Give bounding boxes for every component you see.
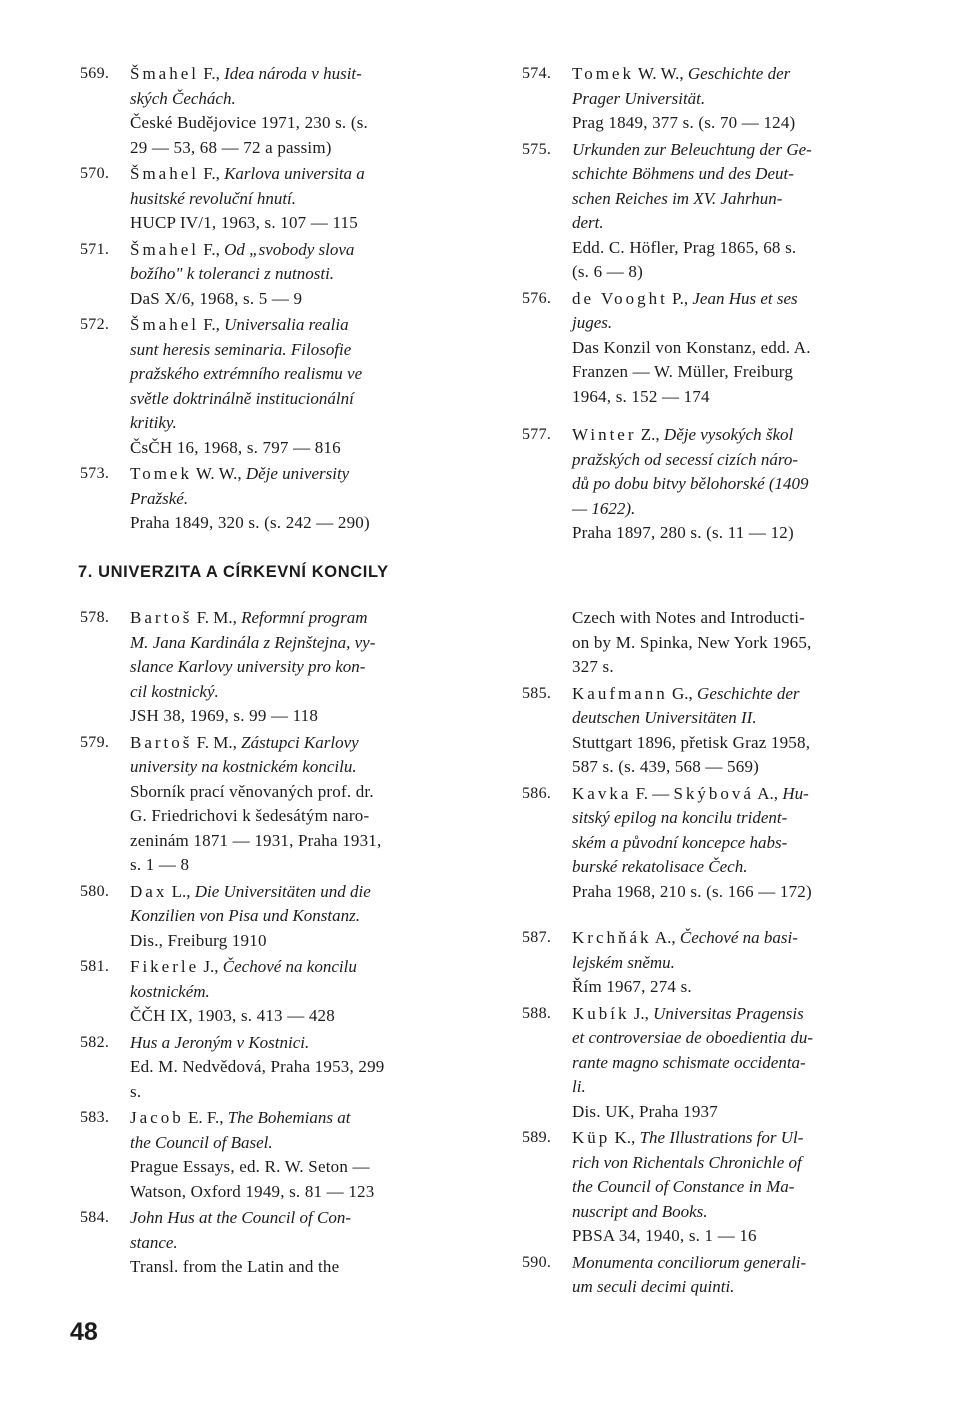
entry-publication: Das Konzil von Konstanz, edd. A. <box>572 337 811 357</box>
bibliography-entry <box>522 1126 894 1249</box>
entry-title: ských Čechách. <box>130 88 236 108</box>
bibliography-entry <box>80 880 460 954</box>
entry-author: Bartoš <box>130 608 193 627</box>
entry-initials: F. — <box>631 783 674 803</box>
entry-title: kritiky. <box>130 413 177 432</box>
entry-author: Šmahel <box>130 64 199 83</box>
entry-title: božího" k toleranci z nutnosti. <box>130 264 335 283</box>
bibliography-entry <box>80 606 460 729</box>
entry-title: Hu- <box>782 783 809 803</box>
entry-title: et controversiae de oboedientia du- <box>572 1028 814 1047</box>
bibliography-entry <box>522 782 894 905</box>
entry-line <box>130 731 460 756</box>
entry-publication: HUCP IV/1, 1963, s. 107 — 115 <box>130 213 358 232</box>
entry-number: 579. <box>80 733 110 751</box>
entry-title: lejském sněmu. <box>572 952 675 972</box>
entry-publication: Prague Essays, ed. R. W. Seton — <box>130 1157 370 1176</box>
entry-publication: s. 1 — 8 <box>130 855 190 874</box>
entry-title: Děje vysokých škol <box>663 425 794 444</box>
entry-title: Urkunden zur Beleuchtung der Ge- <box>572 139 812 159</box>
entry-author: Krchňák <box>572 928 652 947</box>
bibliography-entry <box>522 287 894 410</box>
bibliography-entry <box>80 731 460 878</box>
right-column-top <box>522 62 894 548</box>
entry-title: sunt heresis seminaria. Filosofie <box>130 339 352 359</box>
entry-number: 577. <box>522 426 552 443</box>
entry-number: 588. <box>522 1004 552 1022</box>
entry-author: Kaufmann <box>572 683 668 703</box>
bibliography-entry <box>80 313 460 460</box>
entry-number: 589. <box>522 1129 552 1146</box>
entry-title: rante magno schismate occidenta- <box>572 1052 806 1072</box>
entry-initials: K., <box>610 1128 640 1147</box>
entry-initials: F., <box>199 239 225 259</box>
entry-title: Reformní program <box>241 608 368 627</box>
entry-number: 585. <box>522 684 552 702</box>
bibliography-entry <box>80 462 460 536</box>
entry-title: Universitas Pragensis <box>653 1003 804 1023</box>
entry-line <box>572 423 894 448</box>
left-column-bottom <box>80 606 460 1282</box>
entry-title: slance Karlovy university pro kon- <box>130 657 366 676</box>
entry-title: Idea národa v husit- <box>224 64 362 83</box>
entry-number: 569. <box>80 65 110 82</box>
entry-number: 580. <box>80 882 110 900</box>
entry-author: Dax <box>130 881 168 901</box>
entry-title: cil kostnický. <box>130 681 219 701</box>
entry-author: Tomek <box>572 64 634 83</box>
entry-publication: Praha 1897, 280 s. (s. 11 — 12) <box>572 523 794 542</box>
entry-title: kostnickém. <box>130 981 210 1001</box>
entry-title: juges. <box>572 313 613 332</box>
entry-title: deutschen Universitäten II. <box>572 708 757 727</box>
entry-publication: 1964, s. 152 — 174 <box>572 386 710 406</box>
entry-title: Od „svobody slova <box>224 239 355 259</box>
entry-title: Hus a Jeroným v Kostnici. <box>130 1032 310 1052</box>
entry-publication: České Budějovice 1971, 230 s. (s. <box>130 113 368 132</box>
entry-title: stance. <box>130 1232 178 1252</box>
entry-initials: F. M., <box>192 608 242 627</box>
bibliography-entry <box>80 1031 460 1105</box>
entry-line <box>130 955 460 980</box>
entry-publication: 587 s. (s. 439, 568 — 569) <box>572 757 760 776</box>
entry-initials: W. W., <box>191 464 246 483</box>
entry-publication: Prag 1849, 377 s. (s. 70 — 124) <box>572 113 796 132</box>
entry-publication: ČČH IX, 1903, s. 413 — 428 <box>130 1006 335 1025</box>
entry-line <box>130 313 460 338</box>
bibliography-entry <box>522 1002 894 1125</box>
entry-title: Die Universitäten und die <box>194 881 371 901</box>
bibliography-entry <box>80 1106 460 1204</box>
entry-initials: A., <box>753 783 783 803</box>
entry-title: the Council of Constance in Ma- <box>572 1177 795 1196</box>
entry-publication: Sborník prací věnovaných prof. dr. <box>130 781 374 801</box>
entry-title: Zástupci Karlovy <box>241 732 359 752</box>
entry-number: 582. <box>80 1033 110 1051</box>
entry-author: Šmahel <box>130 315 199 334</box>
entry-title: M. Jana Kardinála z Rejnštejna, vy- <box>130 632 376 652</box>
entry-initials: A., <box>651 928 680 947</box>
entry-title: Čechové na koncilu <box>222 957 357 976</box>
entry-author: Kubík <box>572 1003 630 1023</box>
entry-initials: F., <box>199 164 225 183</box>
entry-number: 574. <box>522 65 552 82</box>
entry-initials: Z., <box>636 425 664 444</box>
entry-title: the Council of Basel. <box>130 1132 273 1152</box>
entry-author: Tomek <box>130 464 192 483</box>
entry-title: světle doktrinálně institucionální <box>130 388 354 408</box>
entry-title: burské rekatolisace Čech. <box>572 857 748 876</box>
entry-title: Karlova universita a <box>224 164 365 183</box>
entry-title: Monumenta conciliorum generali- <box>572 1252 807 1272</box>
entry-publication: G. Friedrichovi k šedesátým naro- <box>130 806 370 825</box>
entry-author: Skýbová <box>673 783 754 803</box>
entry-publication: Ed. M. Nedvědová, Praha 1953, 299 <box>130 1057 385 1076</box>
entry-author: Fikerle <box>130 957 200 976</box>
entry-line <box>130 462 460 487</box>
entry-publication: (s. 6 — 8) <box>572 262 643 281</box>
entry-line <box>572 1126 894 1151</box>
entry-author: Šmahel <box>130 239 199 259</box>
entry-author: de Vooght <box>572 288 668 308</box>
left-column-top <box>80 62 460 538</box>
entry-author: Winter <box>572 425 637 444</box>
entry-publication: PBSA 34, 1940, s. 1 — 16 <box>572 1226 757 1245</box>
entry-publication: Watson, Oxford 1949, s. 81 — 123 <box>130 1181 375 1201</box>
entry-publication: Czech with Notes and Introducti- <box>572 608 806 627</box>
right-column-bottom <box>522 606 894 1302</box>
entry-number: 571. <box>80 240 110 258</box>
entry-title: dert. <box>572 213 604 232</box>
entry-publication: s. <box>130 1081 142 1101</box>
entry-publication: DaS X/6, 1968, s. 5 — 9 <box>130 288 303 308</box>
entry-initials: G., <box>667 683 698 703</box>
entry-line <box>130 606 460 631</box>
bibliography-entry <box>522 423 894 546</box>
entry-title: um seculi decimi quinti. <box>572 1277 735 1296</box>
entry-number: 581. <box>80 958 110 975</box>
entry-title: pražských od secessí cizích náro- <box>572 449 798 469</box>
entry-line <box>572 782 894 807</box>
bibliography-entry <box>522 138 894 285</box>
entry-number: 584. <box>80 1209 110 1226</box>
entry-line <box>130 238 460 263</box>
bibliography-entry <box>80 238 460 312</box>
entry-author: Bartoš <box>130 732 193 752</box>
entry-number: 575. <box>522 140 552 158</box>
entry-title: nuscript and Books. <box>572 1201 708 1221</box>
entry-title: Děje university <box>245 464 350 483</box>
entry-number: 576. <box>522 289 552 307</box>
entry-publication: zeninám 1871 — 1931, Praha 1931, <box>130 830 382 850</box>
entry-publication: on by M. Spinka, New York 1965, <box>572 632 812 652</box>
entry-publication: Praha 1968, 210 s. (s. 166 — 172) <box>572 881 812 901</box>
entry-number: 578. <box>80 609 110 626</box>
entry-line <box>572 682 894 707</box>
entry-number: 586. <box>522 784 552 802</box>
entry-publication: Franzen — W. Müller, Freiburg <box>572 362 794 381</box>
entry-title: Geschichte der <box>687 64 791 83</box>
entry-title: Geschichte der <box>697 683 800 703</box>
entry-initials: F., <box>199 315 225 334</box>
entry-publication: Stuttgart 1896, přetisk Graz 1958, <box>572 732 811 752</box>
entry-title: The Bohemians at <box>227 1108 351 1127</box>
entry-publication: JSH 38, 1969, s. 99 — 118 <box>130 706 319 725</box>
entry-line <box>130 1106 460 1131</box>
entry-initials: J., <box>629 1003 654 1023</box>
entry-author: Šmahel <box>130 164 199 183</box>
entry-title: schen Reiches im XV. Jahrhun- <box>572 188 783 208</box>
entry-initials: P., <box>667 288 693 308</box>
entry-publication: 327 s. <box>572 657 614 676</box>
entry-number: 587. <box>522 929 552 946</box>
bibliography-entry <box>80 62 460 160</box>
bibliography-entry <box>80 162 460 236</box>
bibliography-entry <box>522 682 894 780</box>
entry-title: li. <box>572 1077 586 1096</box>
bibliography-entry-continued <box>522 606 894 680</box>
page-number: 48 <box>70 1318 98 1346</box>
section-heading: 7. UNIVERZITA A CÍRKEVNÍ KONCILY <box>78 563 389 581</box>
entry-title: — 1622). <box>572 498 636 518</box>
entry-title: schichte Böhmens und des Deut- <box>572 164 794 183</box>
entry-publication: Praha 1849, 320 s. (s. 242 — 290) <box>130 513 370 532</box>
entry-number: 570. <box>80 165 110 182</box>
entry-title: John Hus at the Council of Con- <box>130 1208 351 1227</box>
entry-publication: Transl. from the Latin and the <box>130 1257 340 1276</box>
entry-number: 573. <box>80 465 110 482</box>
entry-line <box>572 1002 894 1027</box>
entry-initials: W. W., <box>633 64 688 83</box>
bibliography-entry <box>522 62 894 136</box>
entry-initials: J., <box>199 957 223 976</box>
entry-title: husitské revoluční hnutí. <box>130 188 297 208</box>
entry-author: Jacob <box>130 1108 184 1127</box>
entry-initials: L., <box>167 881 195 901</box>
entry-initials: F., <box>199 64 225 83</box>
entry-line <box>572 926 894 951</box>
bibliography-entry <box>522 1251 894 1300</box>
entry-title: The Illustrations for Ul- <box>639 1128 804 1147</box>
bibliography-entry <box>80 955 460 1029</box>
entry-number: 572. <box>80 316 110 333</box>
entry-title: Čechové na basi- <box>679 928 798 947</box>
entry-title: Prager Universität. <box>572 88 706 108</box>
entry-title: Jean Hus et ses <box>692 288 798 308</box>
bibliography-entry <box>522 926 894 1000</box>
entry-publication: 29 — 53, 68 — 72 a passim) <box>130 137 332 157</box>
entry-title: dů po dobu bitvy bělohorské (1409 <box>572 474 809 493</box>
bibliography-entry <box>80 1206 460 1280</box>
entry-publication: Edd. C. Höfler, Prag 1865, 68 s. <box>572 237 797 257</box>
entry-publication: ČsČH 16, 1968, s. 797 — 816 <box>130 437 341 457</box>
entry-author: Kavka <box>572 783 632 803</box>
entry-line <box>130 62 460 87</box>
entry-line <box>572 287 894 312</box>
entry-title: Universalia realia <box>224 315 349 334</box>
entry-line <box>130 162 460 187</box>
entry-title: sitský epilog na koncilu trident- <box>572 808 788 827</box>
entry-title: pražského extrémního realismu ve <box>130 364 363 383</box>
entry-line <box>130 880 460 905</box>
entry-title: ském a původní koncepce habs- <box>572 832 788 852</box>
entry-publication: Řím 1967, 274 s. <box>572 977 692 996</box>
entry-initials: E. F., <box>183 1108 228 1127</box>
entry-line <box>572 62 894 87</box>
entry-number: 590. <box>522 1253 552 1271</box>
entry-publication: Dis. UK, Praha 1937 <box>572 1101 718 1121</box>
entry-number: 583. <box>80 1109 110 1126</box>
entry-publication: Dis., Freiburg 1910 <box>130 930 267 950</box>
entry-title: university na kostnickém koncilu. <box>130 757 357 776</box>
entry-title: rich von Richentals Chronichle of <box>572 1152 802 1172</box>
entry-title: Konzilien von Pisa und Konstanz. <box>130 906 360 925</box>
entry-author: Küp <box>572 1128 611 1147</box>
entry-title: Pražské. <box>130 488 189 508</box>
entry-initials: F. M., <box>192 732 242 752</box>
